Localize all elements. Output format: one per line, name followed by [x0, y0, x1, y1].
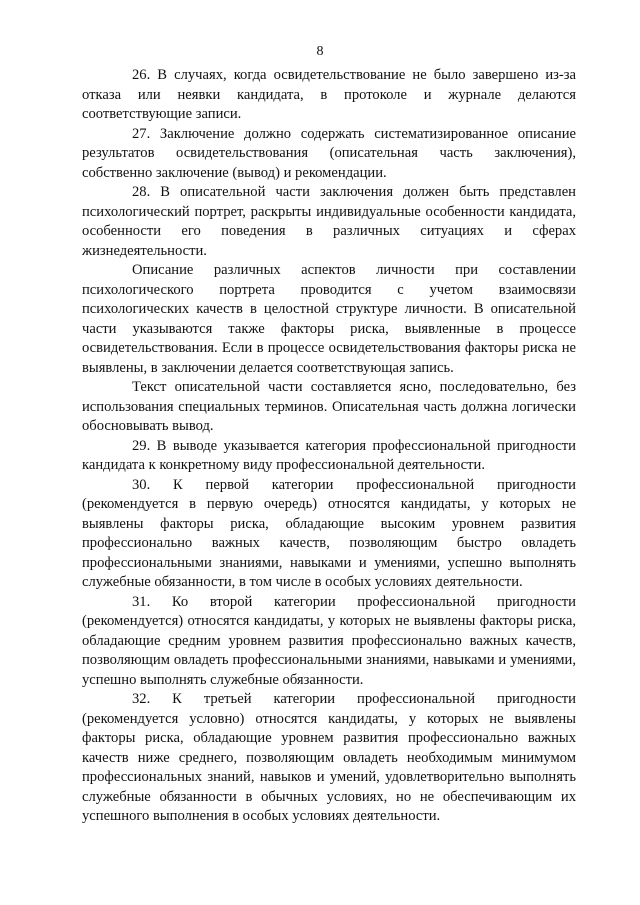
paragraph-26: 26. В случаях, когда освидетельствование не было завершено из-за отказа или неявки кандидата, в протоколе и журнале делаются соответствующие записи.: [82, 67, 576, 122]
paragraph-28-description-aspects: Описание различных аспектов личности при составлении психологического портрета проводится с учетом взаимосвязи психологических качеств в целостной структуре личности. В описательной части указываются также факторы риска, выявленные в процессе освидетельствования. Если в процессе освидетельствования факторы риска не выявлены, в заключении делается соответствующая запись.: [82, 262, 576, 376]
paragraph-28: 28. В описательной части заключения должен быть представлен психологический портрет, раскрыты индивидуальные особенности кандидата, особенности его поведения в различных ситуациях и сферах жизнедеятельности.: [82, 184, 576, 259]
paragraph-31: 31. Ко второй категории профессиональной пригодности (рекомендуется) относятся кандидаты, у которых не выявлены факторы риска, обладающие средним уровнем развития профессионально важных качеств, позволяющим овладеть профессиональными знаниями, навыками и умениями, успешно выполнять служебные обязанности.: [82, 593, 576, 688]
paragraph-32: 32. К третьей категории профессиональной пригодности (рекомендуется условно) относятся кандидаты, у которых не выявлены факторы риска, обладающие уровнем развития профессионально важных качеств ниже среднего, позволяющим овладеть необходимым минимумом профессиональных знаний, навыков и умений, удовлетворительно выполнять служебные обязанности в обычных условиях, но не обеспечивающим их успешного выполнения в особых условиях деятельности.: [82, 691, 576, 824]
paragraph-27: 27. Заключение должно содержать систематизированное описание результатов освидетельствования (описательная часть заключения), собственно заключение (вывод) и рекомендации.: [82, 125, 576, 181]
document-body: [82, 66, 576, 827]
paragraph-28-description-style: Текст описательной части составляется ясно, последовательно, без использования специальных терминов. Описательная часть должна логически обосновывать вывод.: [82, 379, 576, 434]
page-number: 8: [316, 44, 324, 59]
paragraph-29: 29. В выводе указывается категория профессиональной пригодности кандидата к конкретному виду профессиональной деятельности.: [82, 437, 576, 473]
paragraph-30: 30. К первой категории профессиональной пригодности (рекомендуется в первую очередь) относятся кандидаты, у которых не выявлены факторы риска, обладающие высоким уровнем развития профессионально важных качеств, позволяющим быстро овладеть профессиональными знаниями, навыками и умениями, успешно выполнять служебные обязанности, в том числе в особых условиях деятельности.: [82, 476, 576, 590]
